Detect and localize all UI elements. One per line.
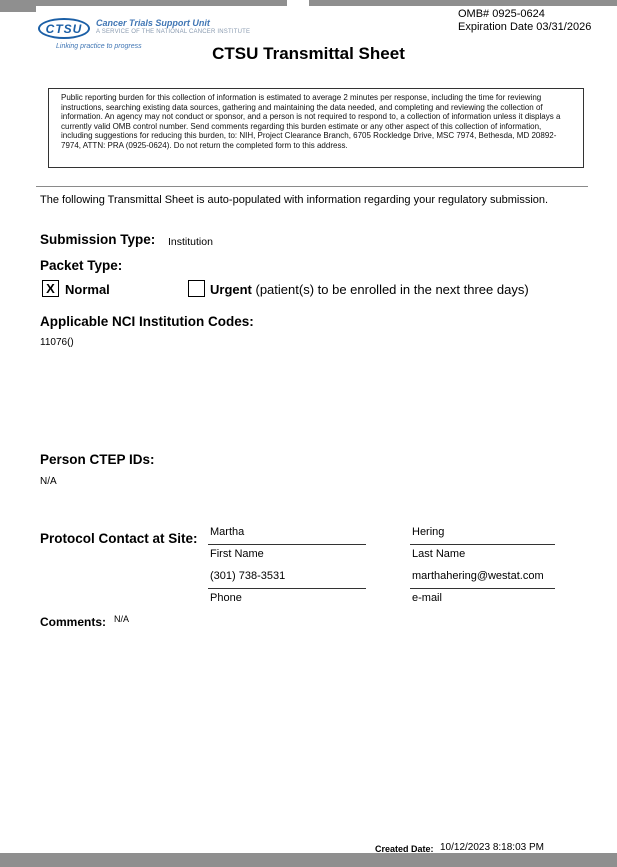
- normal-checkbox[interactable]: [42, 280, 59, 297]
- top-left-gray-notch: [0, 0, 36, 12]
- nci-codes-label: Applicable NCI Institution Codes:: [40, 314, 254, 329]
- submission-type-value: Institution: [168, 236, 213, 248]
- page-title: CTSU Transmittal Sheet: [212, 44, 405, 63]
- phone-field: [208, 570, 366, 604]
- comments-label: Comments:: [40, 615, 107, 629]
- first-name-value: Martha: [208, 526, 366, 545]
- top-edge-artifact: [287, 0, 309, 10]
- packet-type-label: Packet Type:: [40, 258, 123, 273]
- phone-label: Phone: [210, 592, 242, 604]
- horizontal-divider: [36, 186, 588, 187]
- intro-text: The following Transmittal Sheet is auto-populated with information regarding your regulatory submission.: [40, 194, 549, 206]
- phone-value: (301) 738-3531: [208, 570, 366, 589]
- created-date-label: Created Date:: [375, 844, 434, 854]
- last-name-value: Hering: [410, 526, 555, 545]
- burden-statement-text: Public reporting burden for this collection of information is estimated to average 2 minutes per response, including the time for reviewing instructions, searching existing data sources, gathering and maintaining the data needed, and completing and reviewing the collection of information. An agency may not conduct or sponsor, and a person is not required to respond to, a collection of information unless it displays a currently valid OMB control number. Send comments regarding this burden estimate or any other aspect of this collection of information, including suggestions for reducing this burden, to: NIH, Project Clearance Branch, 6705 Rockledge Drive, MSC 7974, Bethesda, MD 20892-7974, ATTN: PRA (0925-0624). Do not return the completed form to this address.: [61, 93, 561, 150]
- ctep-ids-label: Person CTEP IDs:: [40, 452, 155, 467]
- comments-value: N/A: [114, 614, 130, 624]
- document-page: [0, 6, 617, 853]
- last-name-label: Last Name: [412, 548, 466, 560]
- ctep-ids-value: N/A: [40, 476, 57, 487]
- urgent-label-row: [210, 282, 529, 297]
- logo-subtitle: A SERVICE OF THE NATIONAL CANCER INSTITUTE: [96, 29, 251, 35]
- normal-label: Normal: [65, 282, 110, 297]
- logo-tagline: Linking practice to progress: [56, 43, 142, 50]
- ctsu-logo-text: CTSU: [45, 21, 83, 36]
- urgent-label-suffix: (patient(s) to be enrolled in the next three days): [251, 282, 529, 297]
- email-value: marthahering@westat.com: [410, 570, 555, 589]
- first-name-label: First Name: [210, 548, 264, 560]
- omb-block: [458, 8, 591, 34]
- urgent-label: Urgent: [210, 282, 252, 297]
- urgent-checkbox[interactable]: [188, 280, 205, 297]
- omb-number: OMB# 0925-0624: [458, 8, 545, 20]
- created-date-value: 10/12/2023 8:18:03 PM: [440, 842, 544, 853]
- normal-checkbox-mark: X: [46, 281, 55, 296]
- ctsu-logo: [38, 18, 90, 39]
- email-label: e-mail: [412, 592, 442, 604]
- protocol-contact-label: Protocol Contact at Site:: [40, 531, 198, 546]
- email-field: [410, 570, 555, 604]
- logo-org-name: Cancer Trials Support Unit: [96, 18, 210, 28]
- omb-expiration: Expiration Date 03/31/2026: [458, 21, 592, 33]
- burden-statement-box: [48, 88, 584, 168]
- submission-type-label: Submission Type:: [40, 232, 156, 247]
- nci-codes-value: 11076(): [40, 337, 74, 348]
- first-name-field: [208, 526, 366, 560]
- last-name-field: [410, 526, 555, 560]
